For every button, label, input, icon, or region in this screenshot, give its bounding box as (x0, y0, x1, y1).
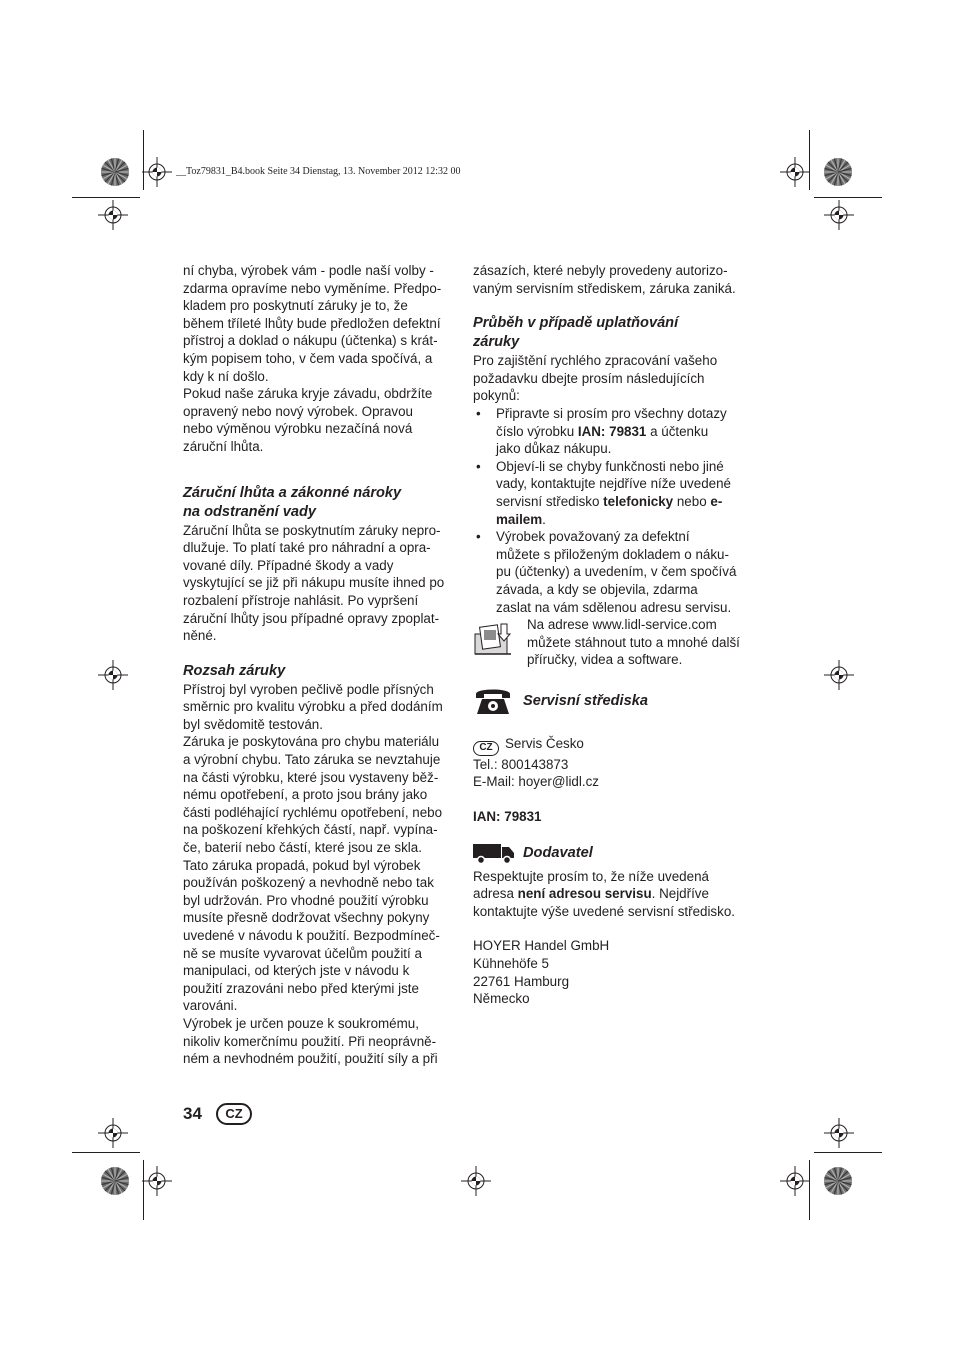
heading-line: na odstranění vady (183, 503, 317, 520)
address-line: HOYER Handel GmbH (473, 938, 610, 954)
text-line: něné. (183, 628, 217, 644)
page-number: 34 (183, 1104, 202, 1123)
color-wheel-icon (100, 1166, 130, 1196)
text-line: zaslat na vám sdělenou adresu servisu. (496, 599, 732, 615)
text-line: dlužuje. To platí také pro náhradní a opra- (183, 540, 431, 556)
text-line: jako důkaz nákupu. (496, 441, 612, 457)
text-line: závada, a kdy se objevila, zdarma (496, 581, 698, 597)
text-line: příručky, videa a software. (527, 652, 683, 668)
text-line: vaným servisním střediskem, záruka zaniká. (473, 280, 736, 296)
text-line: číslo výrobku IAN: 79831 a účtenku (496, 423, 709, 439)
text-line: Pro zajištění rychlého zpracování vašeho (473, 353, 718, 369)
registration-mark-icon (780, 1166, 810, 1196)
heading-line: Rozsah záruky (183, 662, 286, 679)
text-line: ní chyba, výrobek vám - podle naší volby - (183, 263, 434, 278)
address-line: 22761 Hamburg (473, 973, 570, 989)
supplier-address (473, 937, 748, 1007)
heading-warranty-scope (183, 662, 458, 681)
language-badge: CZ (216, 1103, 252, 1125)
text-line: použití zrazováni nebo před kterými jste (183, 980, 419, 996)
text-line: vované díly. Případné škody a vady (183, 557, 394, 573)
text-line: požadavku dbejte prosím následujících (473, 370, 705, 386)
book-header: __Toz79831_B4.book Seite 34 Dienstag, 13. November 2012 12:32 00 (176, 166, 461, 177)
heading-supplier: Dodavatel (523, 844, 593, 861)
heading-line: Záruční lhůta a zákonné nároky (183, 484, 402, 501)
text-line: Respektujte prosím to, že níže uvedená (473, 868, 709, 884)
crop-line (814, 1152, 882, 1153)
paragraph-warranty-scope (183, 681, 458, 1068)
color-wheel-icon (823, 157, 853, 187)
text-line: kontaktujte výše uvedené servisní středisko. (473, 903, 735, 919)
text-line: na poškození křehkých částí, např. vypína- (183, 822, 438, 838)
registration-mark-icon (98, 200, 128, 230)
paragraph-claim-intro (473, 352, 748, 405)
text-line: če, baterií nebo částí, které jsou ze skla. (183, 840, 422, 856)
web-note (473, 616, 748, 669)
registration-mark-icon (824, 1118, 854, 1148)
text-line: nebo výměnou výrobku nezačíná nová (183, 421, 413, 437)
bullet-dot: • (476, 405, 481, 421)
text-line: kladem pro poskytnutí záruky je to, že (183, 298, 408, 314)
service-email: E-Mail: hoyer@lidl.cz (473, 774, 599, 790)
heading-line: Průběh v případě uplatňování (473, 315, 679, 332)
text-line: kdy k ní došlo. (183, 368, 269, 384)
text-line: vady, kontaktujte nejdříve níže uvedené (496, 476, 731, 492)
cz-country-badge: CZ (473, 741, 499, 756)
ian-number: IAN: 79831 (473, 809, 542, 825)
text-line: směrnic pro kvalitu výrobku a před dodáním (183, 699, 443, 715)
text-line: vyskytující se již při nákupu musíte ihned po (183, 575, 445, 591)
registration-mark-icon (824, 660, 854, 690)
heading-claim-procedure (473, 314, 748, 352)
color-wheel-icon (100, 157, 130, 187)
text-line: části podléhající rychlému opotřebení, nebo (183, 804, 443, 820)
text-line: Připravte si prosím pro všechny dotazy (496, 405, 727, 421)
crop-line (72, 197, 140, 198)
text-line: záruční lhůta. (183, 438, 264, 454)
text-line: varováni. (183, 998, 238, 1014)
text-line: záruční lhůty jsou případné opravy zpoplat- (183, 610, 440, 626)
text-line: používán poškozený a nevhodně nebo tak (183, 875, 434, 891)
registration-mark-icon (142, 157, 172, 187)
bullet-item-contact (473, 458, 748, 528)
text-line: adresa není adresou servisu. Nejdříve (473, 886, 709, 902)
text-line: manipulaci, od kterých jste v návodu k (183, 963, 410, 979)
text-line: přístroj a doklad o nákupu (účtenka) s krát- (183, 333, 438, 349)
bullet-item-send (473, 528, 748, 616)
text-line: můžete s přiloženým dokladem o náku- (496, 546, 729, 562)
text-line: Záruka je poskytována pro chybu materiálu (183, 734, 440, 750)
text-line: pu (účtenky) a uvedením, v čem spočívá (496, 564, 737, 580)
telephone-icon (473, 685, 513, 717)
registration-mark-icon (98, 660, 128, 690)
download-doc-icon (473, 620, 513, 656)
paragraph-warranty-period (183, 522, 458, 645)
text-line: servisní středisko telefonicky nebo e- (496, 493, 723, 509)
text-line: Pokud naše záruka kryje závadu, obdržíte (183, 386, 433, 402)
paragraph-warranty-intro (183, 262, 458, 456)
text-line: pokynů: (473, 388, 520, 404)
service-contact (473, 735, 748, 791)
text-line: rozbalení přístroje nahlásit. Po vypršení (183, 592, 419, 608)
text-line: zdarma opravíme nebo vyměníme. Předpo- (183, 280, 442, 296)
supplier-heading-row (473, 842, 748, 868)
text-line: opravený nebo nový výrobek. Opravou (183, 403, 414, 419)
registration-mark-icon (98, 1118, 128, 1148)
supplier-text (473, 868, 748, 921)
text-line: Přístroj byl vyroben pečlivě podle přísných (183, 681, 434, 697)
registration-mark-icon (461, 1166, 491, 1196)
text-line: uvedené v návodu k použití. Bezpodmíneč- (183, 928, 440, 943)
text-line: Na adrese www.lidl-service.com (527, 617, 717, 633)
text-line: musíte přesně dodržovat všechny pokyny (183, 910, 430, 926)
registration-mark-icon (780, 157, 810, 187)
left-column (183, 262, 458, 1068)
text-line: Záruční lhůta se poskytnutím záruky nepro- (183, 522, 441, 538)
text-line: Výrobek považovaný za defektní (496, 529, 690, 545)
color-wheel-icon (823, 1166, 853, 1196)
paragraph-continued (473, 262, 748, 297)
text-line: CZ Servis Česko (473, 735, 748, 756)
heading-warranty-period (183, 484, 458, 522)
text-line: Tato záruka propadá, pokud byl výrobek (183, 857, 421, 873)
address-line: Německo (473, 991, 530, 1007)
text-line: byl udržován. Pro vhodné použití výrobku (183, 892, 429, 908)
text-line: a výrobní chybu. Tato záruka se nevztahuje (183, 752, 441, 768)
text-line: ném a nevhodném použití, použití síly a při (183, 1051, 438, 1067)
right-column (473, 262, 748, 1008)
registration-mark-icon (824, 200, 854, 230)
heading-line: záruky (473, 334, 520, 351)
bullet-item-prepare (473, 405, 748, 458)
text-line: kým popisem toho, v čem vada spočívá, a (183, 350, 433, 366)
text-line: můžete stáhnout tuto a mnohé další (527, 634, 740, 650)
crop-line (72, 1152, 140, 1153)
text-line: během tříleté lhůty bude předložen defektní (183, 315, 441, 331)
registration-mark-icon (142, 1166, 172, 1196)
service-heading-row (473, 685, 748, 721)
text-line: Objeví-li se chyby funkčnosti nebo jiné (496, 458, 724, 474)
text-line: na části výrobku, které jsou vystaveny běž- (183, 769, 439, 785)
text-line: zásazích, které nebyly provedeny autorizo- (473, 263, 728, 278)
bullet-dot: • (476, 458, 481, 474)
address-line: Kühnehöfe 5 (473, 956, 549, 972)
crop-line (814, 197, 882, 198)
text-line: nému opotřebení, a proto jsou brány jako (183, 787, 428, 803)
text-line: mailem. (496, 511, 546, 527)
heading-service-centers: Servisní střediska (523, 692, 648, 709)
text-line: nikoliv komerčnímu použití. Při neoprávně- (183, 1033, 437, 1049)
text-line: Výrobek je určen pouze k soukromému, (183, 1015, 419, 1031)
service-phone: Tel.: 800143873 (473, 756, 569, 772)
truck-icon (473, 842, 515, 864)
text-line: ně se musíte vyvarovat účelům použití a (183, 945, 422, 961)
text-line: byl svědomitě testován. (183, 716, 323, 732)
bullet-dot: • (476, 529, 481, 545)
